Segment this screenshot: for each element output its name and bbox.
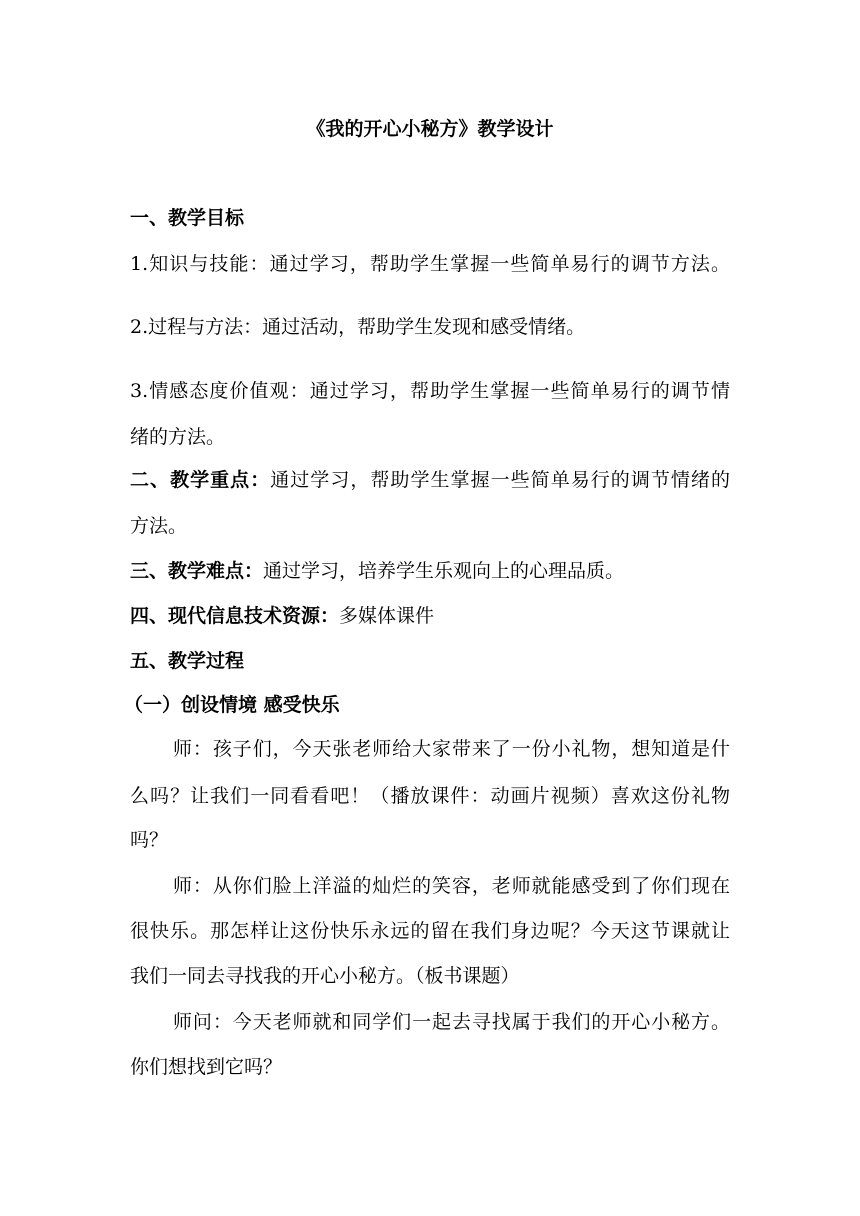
paragraph-1-line1: 师：孩子们，今天张老师给大家带来了一份小礼物，想知道是什 <box>173 738 730 760</box>
paragraph-3-line2: 你们想找到它吗？ <box>130 1056 283 1078</box>
goal-emotion-line1: 3.情感态度价值观：通过学习，帮助学生掌握一些简单易行的调节情 <box>130 380 730 402</box>
resources-label: 四、现代信息技术资源： <box>130 605 340 627</box>
paragraph-1-line2: 么吗？让我们一同看看吧！（播放课件：动画片视频）喜欢这份礼物 <box>130 785 730 807</box>
difficulties-text: 通过学习，培养学生乐观向上的心理品质。 <box>263 560 625 582</box>
document-title: 《我的开心小秘方》教学设计 <box>306 118 554 140</box>
goal-process: 2.过程与方法：通过活动，帮助学生发现和感受情绪。 <box>130 316 586 338</box>
section-resources <box>130 603 730 629</box>
paragraph-2-line3: 我们一同去寻找我的开心小秘方。（板书课题） <box>130 965 520 987</box>
subsection-heading-situation: （一）创设情境 感受快乐 <box>124 694 340 716</box>
paragraph-2-line1: 师：从你们脸上洋溢的灿烂的笑容，老师就能感受到了你们现在 <box>173 875 730 897</box>
paragraph-2-line2: 很快乐。那怎样让这份快乐永远的留在我们身边呢？今天这节课就让 <box>130 920 730 942</box>
difficulties-label: 三、教学难点： <box>130 560 264 582</box>
section-heading-process: 五、教学过程 <box>130 650 245 672</box>
section-heading-goals: 一、教学目标 <box>130 207 245 229</box>
key-points-label: 二、教学重点： <box>130 469 271 491</box>
key-points-text-line2: 方法。 <box>130 515 188 537</box>
resources-text: 多媒体课件 <box>339 605 435 627</box>
paragraph-3-line1: 师问：今天老师就和同学们一起去寻找属于我们的开心小秘方。 <box>173 1011 730 1033</box>
goal-knowledge: 1.知识与技能：通过学习，帮助学生掌握一些简单易行的调节方法。 <box>130 253 730 275</box>
key-points-text: 通过学习，帮助学生掌握一些简单易行的调节情绪的 <box>270 469 730 491</box>
goal-emotion-line2: 绪的方法。 <box>130 426 226 448</box>
section-difficulties <box>130 558 730 584</box>
paragraph-1-line3: 吗？ <box>130 829 169 851</box>
section-key-points <box>130 467 730 493</box>
